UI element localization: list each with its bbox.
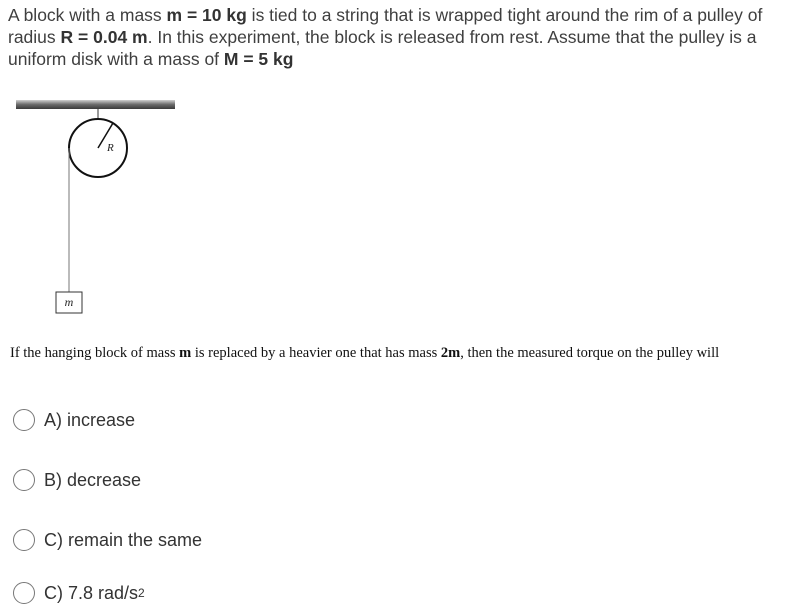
radio-button[interactable] [13, 409, 35, 431]
radio-button[interactable] [13, 529, 35, 551]
radius-label: R [107, 142, 114, 154]
problem-statement [8, 4, 798, 70]
option-label: B) decrease [44, 469, 142, 490]
ceiling-bar [16, 100, 175, 109]
block-label: m [64, 295, 74, 309]
option-b[interactable] [13, 467, 141, 493]
option-label: C) 7.8 rad/s [44, 582, 139, 603]
intro-text: is tied to a string that is wrapped tight around the rim of a pulley of radius [8, 5, 763, 47]
pulley-figure [0, 90, 200, 330]
question-part: , then the measured torque on the pulley will [460, 345, 720, 361]
radio-button[interactable] [13, 469, 35, 491]
option-d[interactable] [13, 580, 145, 606]
intro-text: . In this experiment, the block is released from rest. Assume that the pulley is a uniform disk with a mass of [8, 27, 757, 69]
option-c[interactable] [13, 527, 202, 553]
option-label: A) increase [44, 409, 136, 430]
question-text [10, 344, 750, 362]
question-part: If the hanging block of mass [10, 345, 180, 361]
intro-text: A block with a mass [8, 5, 167, 25]
option-a[interactable] [13, 407, 135, 433]
mass-value: m = 10 kg [166, 5, 247, 25]
option-label: C) remain the same [44, 529, 203, 550]
question-heavier-mass: 2m [440, 345, 461, 361]
question-mass: m [179, 345, 192, 361]
pulley-diagram [0, 90, 200, 330]
radio-button[interactable] [13, 582, 35, 604]
disk-mass-value: M = 5 kg [223, 49, 294, 69]
option-superscript: 2 [138, 586, 145, 600]
question-part: is replaced by a heavier one that has mass [191, 345, 441, 361]
radius-value: R = 0.04 m [60, 27, 148, 47]
